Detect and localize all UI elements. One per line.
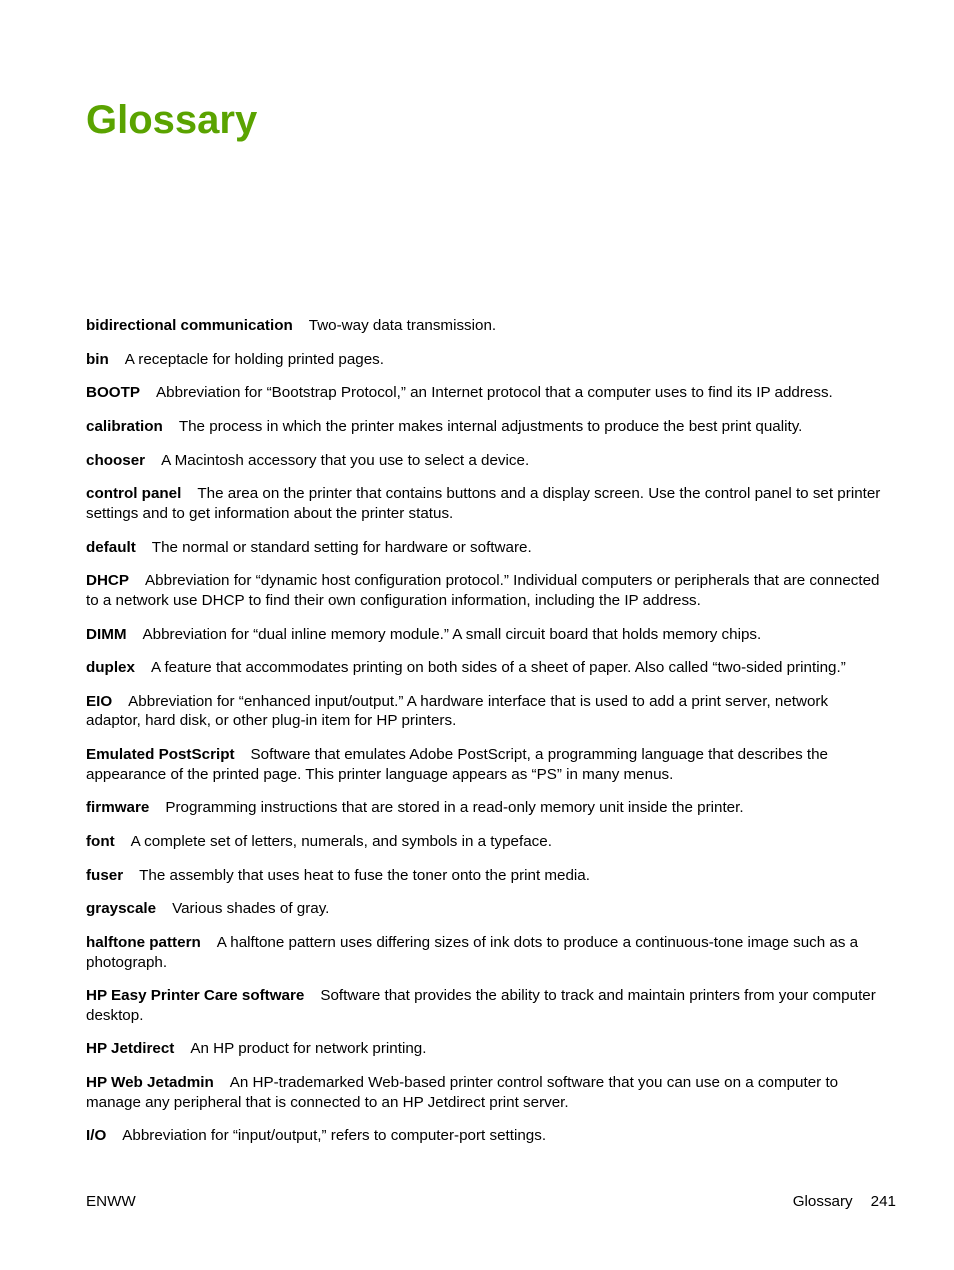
glossary-entry: [86, 417, 886, 437]
glossary-term: grayscale: [86, 900, 157, 918]
glossary-entry: [86, 866, 886, 886]
glossary-entry: [86, 571, 886, 610]
glossary-term: EIO: [86, 692, 113, 710]
glossary-entry: [86, 625, 886, 645]
glossary-entry: [86, 658, 886, 678]
glossary-term: HP Jetdirect: [86, 1040, 175, 1058]
glossary-definition: Software that provides the ability to track and maintain printers from your computer desktop.: [86, 987, 876, 1024]
glossary-definition: Abbreviation for “dual inline memory module.” A small circuit board that holds memory chips.: [142, 625, 762, 643]
glossary-entry: [86, 899, 886, 919]
glossary-term: HP Easy Printer Care software: [86, 987, 305, 1005]
glossary-entry: [86, 933, 886, 972]
glossary-definition: Various shades of gray.: [172, 900, 330, 918]
glossary-entry: [86, 832, 886, 852]
glossary-term: default: [86, 538, 136, 556]
glossary-term: bin: [86, 350, 109, 368]
glossary-entry: [86, 484, 886, 523]
footer-right: [793, 1192, 896, 1212]
glossary-term: DHCP: [86, 572, 130, 590]
glossary-term: chooser: [86, 451, 146, 469]
glossary-entry: [86, 316, 886, 336]
glossary-term: font: [86, 832, 115, 850]
glossary-term: Emulated PostScript: [86, 746, 235, 764]
glossary-definition: Abbreviation for “dynamic host configuration protocol.” Individual computers or peripherals that are connected to a network use DHCP to find their own configuration information, including the IP address.: [86, 572, 880, 609]
glossary-entry: [86, 798, 886, 818]
glossary-definition: The normal or standard setting for hardware or software.: [151, 538, 532, 556]
glossary-definition: A halftone pattern uses differing sizes of ink dots to produce a continuous-tone image such as a photograph.: [86, 934, 859, 971]
glossary-definition: Abbreviation for “Bootstrap Protocol,” an Internet protocol that a computer uses to find its IP address.: [156, 384, 833, 402]
glossary-entry: [86, 692, 886, 731]
glossary-list: [86, 316, 886, 1160]
glossary-definition: The process in which the printer makes internal adjustments to produce the best print quality.: [178, 418, 803, 436]
glossary-definition: Two-way data transmission.: [308, 317, 497, 334]
glossary-term: calibration: [86, 418, 163, 436]
glossary-definition: Software that emulates Adobe PostScript, a programming language that describes the appearance of the printed page. This printer language appears as “PS” in many menus.: [86, 746, 828, 783]
glossary-entry: [86, 350, 886, 370]
page-title: Glossary: [86, 98, 258, 142]
page-number: 241: [870, 1193, 896, 1210]
glossary-definition: Programming instructions that are stored in a read-only memory unit inside the printer.: [165, 799, 744, 817]
glossary-term: duplex: [86, 659, 135, 677]
glossary-definition: Abbreviation for “input/output,” refers to computer-port settings.: [122, 1127, 547, 1145]
glossary-entry: [86, 1039, 886, 1059]
glossary-definition: A Macintosh accessory that you use to select a device.: [161, 451, 530, 469]
glossary-definition: Abbreviation for “enhanced input/output.” A hardware interface that is used to add a print server, network adaptor, hard disk, or other plug-in item for HP printers.: [86, 692, 829, 730]
glossary-entry: [86, 383, 886, 403]
glossary-term: DIMM: [86, 625, 127, 643]
glossary-term: HP Web Jetadmin: [86, 1074, 214, 1092]
glossary-term: halftone pattern: [86, 934, 201, 951]
footer-section-name: Glossary: [792, 1193, 853, 1210]
glossary-term: bidirectional communication: [86, 317, 293, 334]
glossary-definition: An HP product for network printing.: [190, 1040, 427, 1058]
glossary-term: firmware: [86, 799, 150, 817]
glossary-entry: [86, 986, 886, 1025]
glossary-entry: [86, 745, 886, 784]
glossary-definition: The assembly that uses heat to fuse the toner onto the print media.: [139, 866, 590, 884]
glossary-entry: [86, 1073, 886, 1112]
glossary-definition: A complete set of letters, numerals, and symbols in a typeface.: [130, 832, 552, 850]
glossary-term: BOOTP: [86, 384, 141, 402]
glossary-term: I/O: [86, 1127, 107, 1145]
glossary-entry: [86, 451, 886, 471]
glossary-term: control panel: [86, 485, 182, 503]
footer-publication-code: ENWW: [86, 1193, 136, 1210]
glossary-entry: [86, 538, 886, 558]
glossary-definition: A feature that accommodates printing on both sides of a sheet of paper. Also called “two-sided printing.”: [150, 659, 846, 677]
glossary-term: fuser: [86, 866, 124, 884]
glossary-definition: The area on the printer that contains buttons and a display screen. Use the control panel to set printer settings and to get information about the printer status.: [86, 485, 881, 522]
glossary-entry: [86, 1126, 886, 1146]
glossary-definition: An HP-trademarked Web-based printer control software that you can use on a computer to manage any peripheral that is connected to an HP Jetdirect print server.: [86, 1074, 839, 1111]
glossary-definition: A receptacle for holding printed pages.: [124, 350, 384, 368]
